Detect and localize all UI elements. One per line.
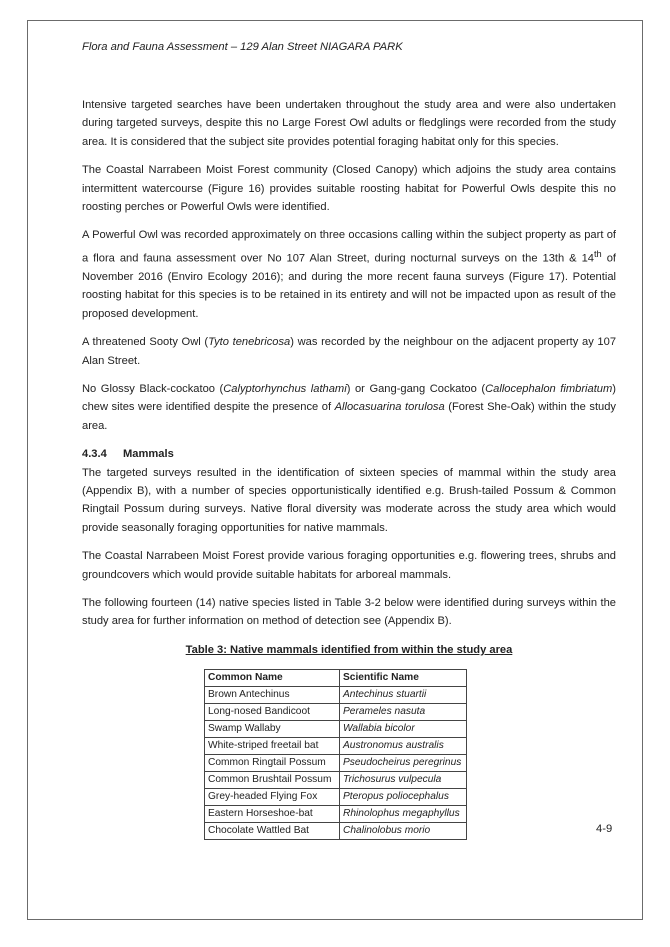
table-row: [205, 721, 467, 738]
table-row: [205, 704, 467, 721]
species-name: Calyptorhynchus lathami: [223, 383, 347, 395]
scientific-name-cell: Chalinolobus morio: [340, 823, 467, 840]
paragraph-roosting-habitat: The Coastal Narrabeen Moist Forest community (Closed Canopy) which adjoins the study area contains intermittent watercourse (Figure 16) provides suitable roosting habitat for Powerful Owls despite this no roosting perches or Powerful Owls were identified.: [82, 164, 616, 214]
table-row: [205, 823, 467, 840]
table-row: [205, 806, 467, 823]
table-row: [205, 755, 467, 772]
scientific-name-cell: Austronomus australis: [340, 738, 467, 755]
scientific-name-cell: Antechinus stuartii: [340, 687, 467, 704]
document-header: Flora and Fauna Assessment – 129 Alan Street NIAGARA PARK: [82, 41, 403, 53]
common-name-cell: Common Ringtail Possum: [205, 755, 340, 772]
table-header-scientific-name: Scientific Name: [340, 670, 467, 687]
paragraph-sooty-owl: A threatened Sooty Owl (Tyto tenebricosa) was recorded by the neighbour on the adjacent property ay 107 Alan Street.: [82, 336, 617, 367]
section-heading-mammals: [82, 445, 616, 463]
common-name-cell: Swamp Wallaby: [205, 721, 340, 738]
table-row: [205, 738, 467, 755]
mammals-table: [204, 669, 467, 840]
paragraph-foraging: The Coastal Narrabeen Moist Forest provide various foraging opportunities e.g. flowering trees, shrubs and groundcovers which would provide suitable habitats for arboreal mammals.: [82, 550, 616, 581]
common-name-cell: White-striped freetail bat: [205, 738, 340, 755]
common-name-cell: Long-nosed Bandicoot: [205, 704, 340, 721]
species-name: Tyto tenebricosa: [208, 336, 291, 349]
paragraph-table-intro: The following fourteen (14) native species listed in Table 3-2 below were identified during surveys within the study area for further information on method of detection see (Appendix B).: [82, 597, 616, 628]
scientific-name-cell: Pteropus poliocephalus: [340, 789, 467, 806]
table-row: [205, 789, 467, 806]
scientific-name-cell: Trichosurus vulpecula: [340, 772, 467, 789]
ordinal-superscript: th: [593, 248, 602, 259]
section-number: 4.3.4: [82, 448, 107, 461]
scientific-name-cell: Pseudocheirus peregrinus: [340, 755, 467, 772]
page-number: 4-9: [596, 823, 613, 835]
section-title: Mammals: [123, 448, 174, 461]
common-name-cell: Chocolate Wattled Bat: [205, 823, 340, 840]
common-name-cell: Common Brushtail Possum: [205, 772, 340, 789]
document-body: [82, 96, 616, 840]
scientific-name-cell: Rhinolophus megaphyllus: [340, 806, 467, 823]
common-name-cell: Brown Antechinus: [205, 687, 340, 704]
paragraph-cockatoo: No Glossy Black-cockatoo (Calyptorhynchus lathami) or Gang-gang Cockatoo (Callocephalon fimbriatum) chew sites were identified despite the presence of Allocasuarina torulosa (Forest She-Oak) within the study area.: [82, 383, 616, 432]
table-title: Table 3: Native mammals identified from within the study area: [185, 643, 513, 656]
table-row: [205, 772, 467, 789]
scientific-name-cell: Perameles nasuta: [340, 704, 467, 721]
paragraph-large-forest-owl: Intensive targeted searches have been undertaken throughout the study area and were also undertaken during targeted surveys, despite this no Large Forest Owl adults or fledglings were recorded from the study area. It is considered that the subject site provides potential foraging habitat only for this species.: [82, 99, 616, 148]
paragraph-powerful-owl: A Powerful Owl was recorded approximately on three occasions calling within the subject property as part of a flora and fauna assessment over No 107 Alan Street, during nocturnal surveys on the 13th & 14th of November 2016 (Enviro Ecology 2016); and during the more recent fauna surveys (Figure 17). Potential roosting habitat for this species is to be retained in its entirety and will not be impacted upon as result of the proposed development.: [82, 229, 616, 320]
table-header-common-name: Common Name: [205, 670, 340, 687]
species-name: Callocephalon fimbriatum: [485, 383, 613, 395]
table-header-row: [205, 670, 467, 687]
table-row: [205, 687, 467, 704]
species-name: Allocasuarina torulosa: [334, 401, 445, 414]
common-name-cell: Grey-headed Flying Fox: [205, 789, 340, 806]
common-name-cell: Eastern Horseshoe-bat: [205, 806, 340, 823]
scientific-name-cell: Wallabia bicolor: [340, 721, 467, 738]
paragraph-mammal-surveys: The targeted surveys resulted in the identification of sixteen species of mammal within the study area (Appendix B), with a number of species opportunistically identified e.g. Brush-tailed Possum & Common Ringtail Possum during surveys. Native floral diversity was moderate across the study area which would provide seasonally foraging opportunities for native mammals.: [82, 466, 616, 534]
